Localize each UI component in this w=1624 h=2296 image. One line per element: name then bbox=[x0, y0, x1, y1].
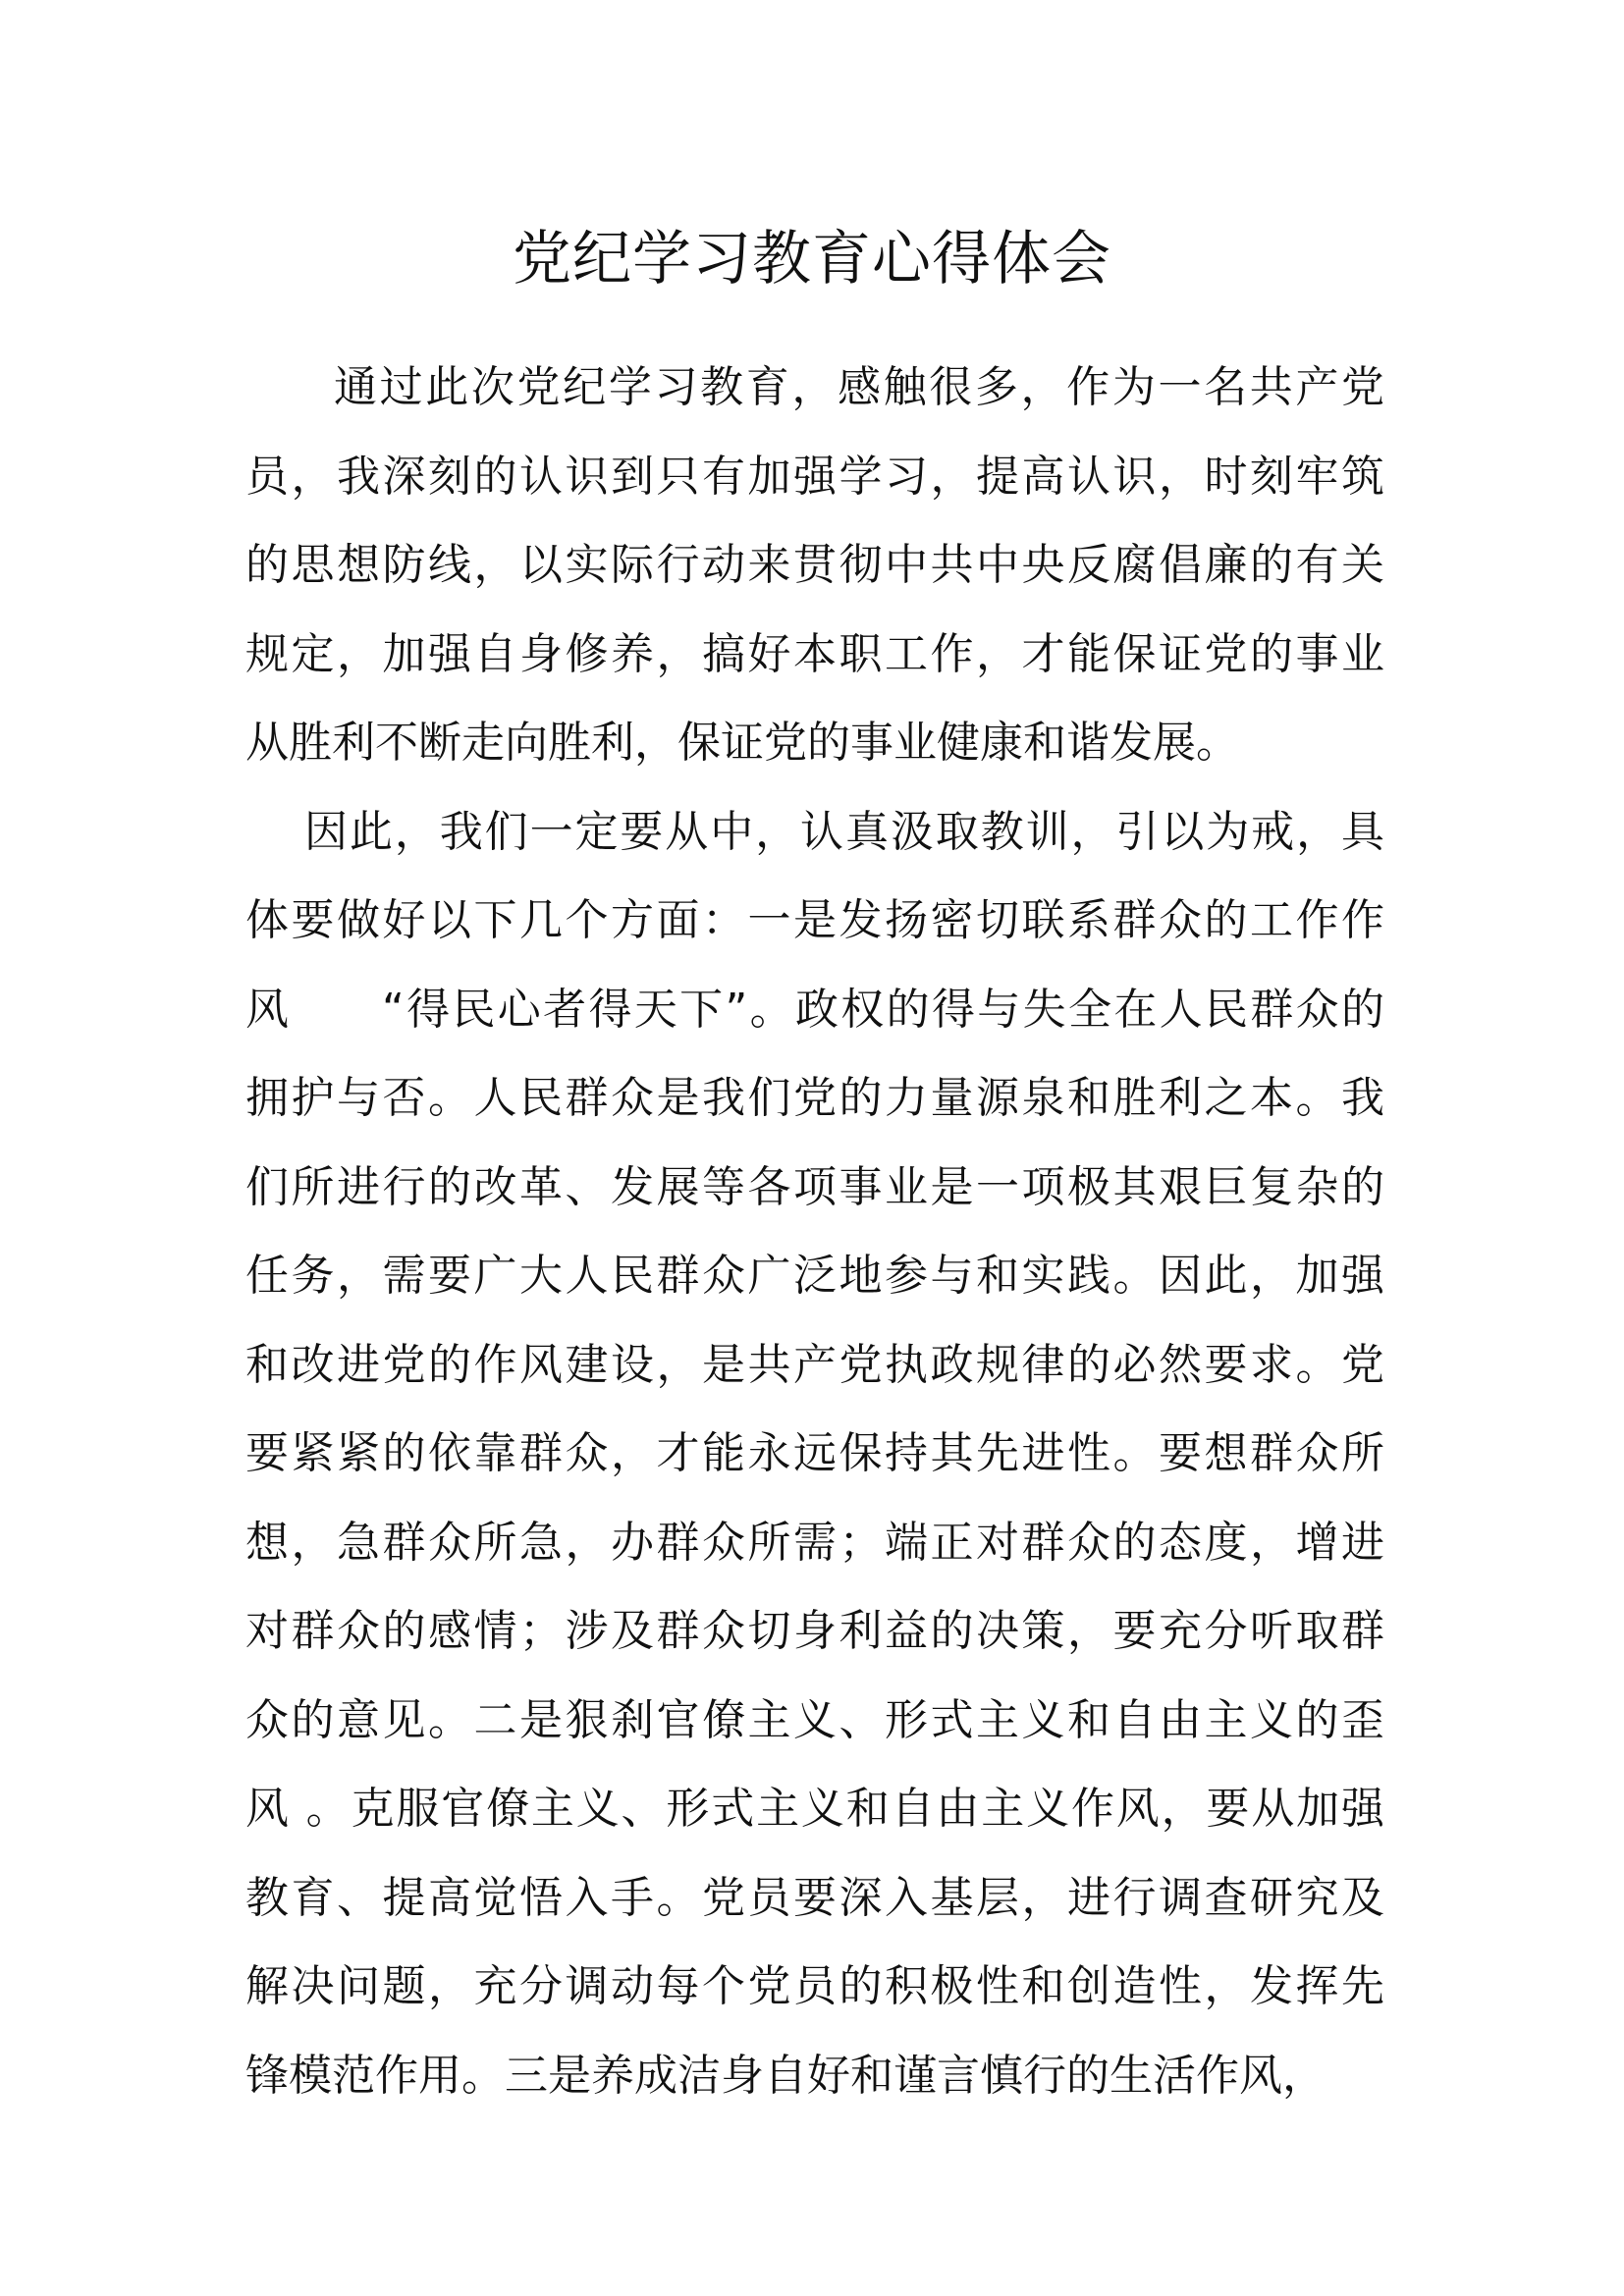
document-title: 党纪学习教育心得体会 bbox=[513, 225, 1111, 294]
paragraph-line: 从胜利不断走向胜利，保证党的事业健康和谐发展。 bbox=[245, 718, 1239, 768]
paragraph-line: 解决问题，充分调动每个党员的积极性和创造性，发挥先 bbox=[245, 1961, 1384, 2011]
document-body bbox=[245, 344, 1384, 2120]
paragraph-line: 规定，加强自身修养，搞好本职工作，才能保证党的事业 bbox=[245, 628, 1384, 679]
paragraph-line: 的思想防线，以实际行动来贯彻中共中央反腐倡廉的有关 bbox=[245, 540, 1384, 590]
paragraph-line: 体要做好以下几个方面：一是发扬密切联系群众的工作作 bbox=[245, 895, 1384, 945]
paragraph-1 bbox=[245, 344, 1384, 788]
paragraph-2 bbox=[245, 788, 1384, 2121]
paragraph-line: 因此，我们一定要从中，认真汲取教训，引以为戒，具 bbox=[304, 806, 1384, 857]
paragraph-line: 锋模范作用。三是养成洁身自好和谨言慎行的生活作风， bbox=[245, 2050, 1326, 2101]
paragraph-line: 想，急群众所急，办群众所需；端正对群众的态度，增进 bbox=[245, 1517, 1384, 1568]
paragraph-line: 任务，需要广大人民群众广泛地参与和实践。因此，加强 bbox=[245, 1251, 1384, 1301]
paragraph-line: 风 “得民心者得天下”。政权的得与失全在人民群众的 bbox=[245, 984, 1384, 1035]
paragraph-line: 通过此次党纪学习教育，感触很多，作为一名共产党 bbox=[334, 362, 1384, 412]
paragraph-line: 对群众的感情；涉及群众切身利益的决策，要充分听取群 bbox=[245, 1606, 1384, 1656]
paragraph-line: 员，我深刻的认识到只有加强学习，提高认识，时刻牢筑 bbox=[245, 451, 1384, 502]
paragraph-line: 要紧紧的依靠群众，才能永远保持其先进性。要想群众所 bbox=[245, 1428, 1384, 1478]
paragraph-line: 教育、提高觉悟入手。党员要深入基层，进行调查研究及 bbox=[245, 1872, 1384, 1923]
paragraph-line: 众的意见。二是狠刹官僚主义、形式主义和自由主义的歪 bbox=[245, 1694, 1384, 1745]
paragraph-line: 和改进党的作风建设，是共产党执政规律的必然要求。党 bbox=[245, 1339, 1384, 1390]
paragraph-line: 们所进行的改革、发展等各项事业是一项极其艰巨复杂的 bbox=[245, 1161, 1384, 1212]
paragraph-line: 风 。克服官僚主义、形式主义和自由主义作风，要从加强 bbox=[245, 1784, 1384, 1834]
paragraph-line: 拥护与否。人民群众是我们党的力量源泉和胜利之本。我 bbox=[245, 1073, 1384, 1123]
